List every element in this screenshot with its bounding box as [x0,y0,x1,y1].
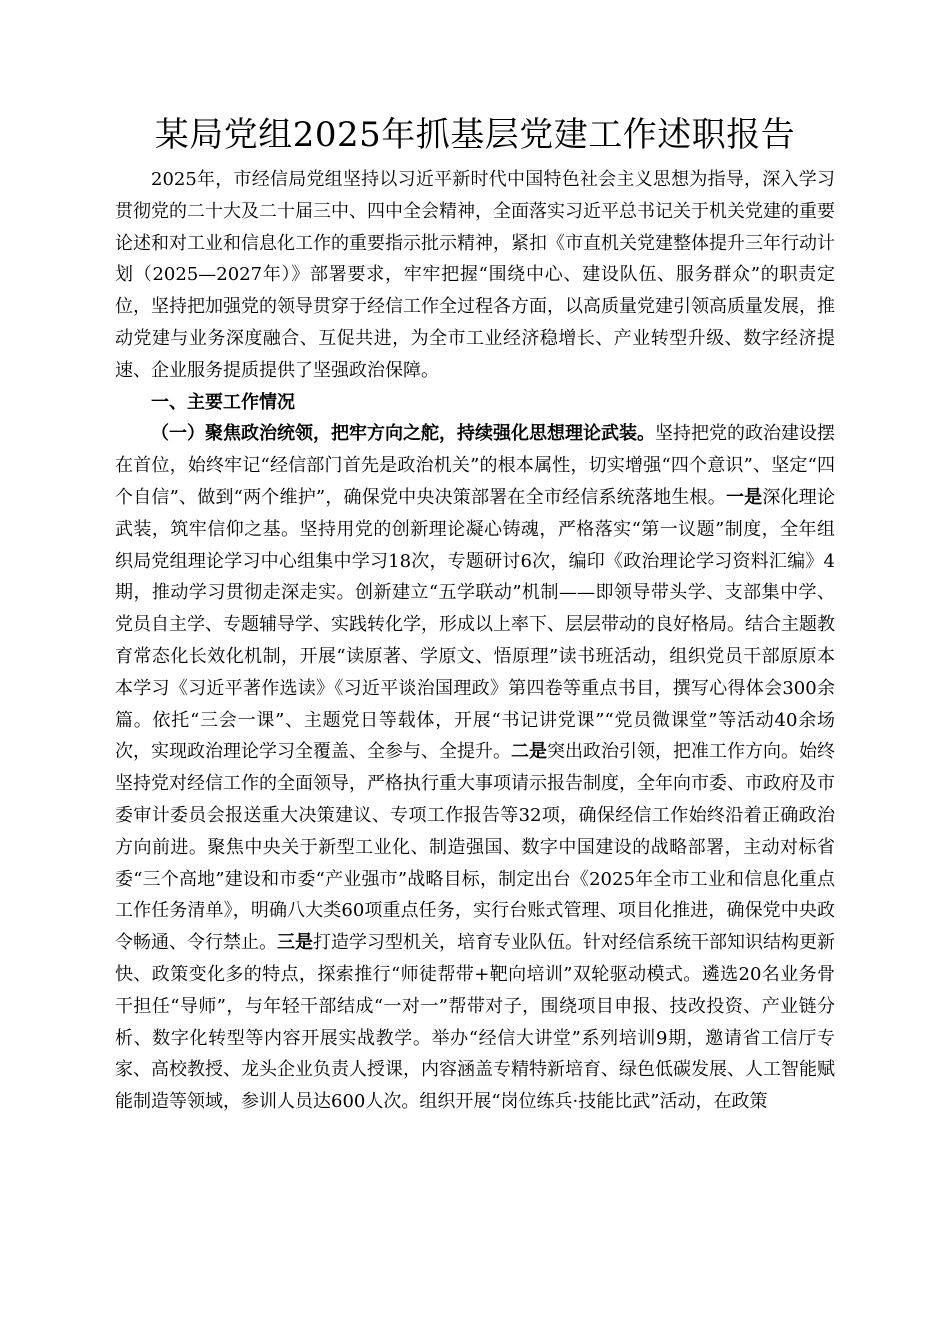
point-marker-3: 三是 [277,932,313,954]
subsection-paragraph [115,418,835,1118]
section-heading: 一、主要工作情况 [151,391,295,413]
point-text-2: 突出政治引领，把准工作方向。始终坚持党对经信工作的全面领导，严格执行重大事项请示报告制度，全年向市委、市政府及市委审计委员会报送重大决策建议、专项工作报告等32项，确保经信工作始终沿着正确政治方向前进。聚焦中央关于新型工业化、制造强国、数字中国建设的战略部署，主动对标省委“三个高地”建设和市委“产业强市”战略目标，制定出台《2025年全市工业和信息化重点工作任务清单》，明确八大类60项重点任务，实行台账式管理、项目化推进，确保党中央政令畅通、令行禁止。 [115,741,835,954]
point-marker-2: 二是 [511,741,547,763]
point-text-1: 深化理论武装，筑牢信仰之基。坚持用党的创新理论凝心铸魂，严格落实“第一议题”制度，全年组织局党组理论学习中心组集中学习18次，专题研讨6次，编印《政治理论学习资料汇编》4期，推动学习贯彻走深走实。创新建立“五学联动”机制——即领导带头学、支部集中学、党员自主学、专题辅导学、实践转化学，形成以上率下、层层带动的良好格局。结合主题教育常态化长效化机制，开展“读原著、学原文、悟原理”读书班活动，组织党员干部原原本本学习《习近平著作选读》《习近平谈治国理政》第四卷等重点书目，撰写心得体会300余篇。依托“三会一课”、主题党日等载体，开展“书记讲党课”“党员微课堂”等活动40余场次，实现政治理论学习全覆盖、全参与、全提升。 [115,486,836,763]
subsection-heading: （一）聚焦政治统领，把牢方向之舵，持续强化思想理论武装。 [151,423,655,445]
document-title: 某局党组2025年抓基层党建工作述职报告 [154,115,796,155]
point-marker-1: 一是 [725,486,763,508]
subsection-lead: 坚持把党的政治建设摆在首位，始终牢记“经信部门首先是政治机关”的根本属性，切实增强“四个意识”、坚定“四个自信”、做到“两个维护”，确保党中央决策部署在全市经信系统落地生根。 [115,423,835,508]
intro-paragraph: 2025年，市经信局党组坚持以习近平新时代中国特色社会主义思想为指导，深入学习贯彻党的二十大及二十届三中、四中全会精神，全面落实习近平总书记关于机关党建的重要论述和对工业和信息化工作的重要指示批示精神，紧扣《市直机关党建整体提升三年行动计划（2025—2027年）》部署要求，牢牢把握“围绕中心、建设队伍、服务群众”的职责定位，坚持把加强党的领导贯穿于经信工作全过程各方面，以高质量党建引领高质量发展，推动党建与业务深度融合、互促共进，为全市工业经济稳增长、产业转型升级、数字经济提速、企业服务提质提供了坚强政治保障。 [115,169,835,381]
point-text-3: 打造学习型机关，培育专业队伍。针对经信系统干部知识结构更新快、政策变化多的特点，探索推行“师徒帮带+靶向培训”双轮驱动模式。遴选20名业务骨干担任“导师”，与年轻干部结成“一对一”帮带对子，围绕项目申报、技改投资、产业链分析、数字化转型等内容开展实战教学。举办“经信大讲堂”系列培训9期，邀请省工信厅专家、高校教授、龙头企业负责人授课，内容涵盖专精特新培育、绿色低碳发展、人工智能赋能制造等领域，参训人员达600人次。组织开展“岗位练兵·技能比武”活动，在政策 [115,932,835,1113]
